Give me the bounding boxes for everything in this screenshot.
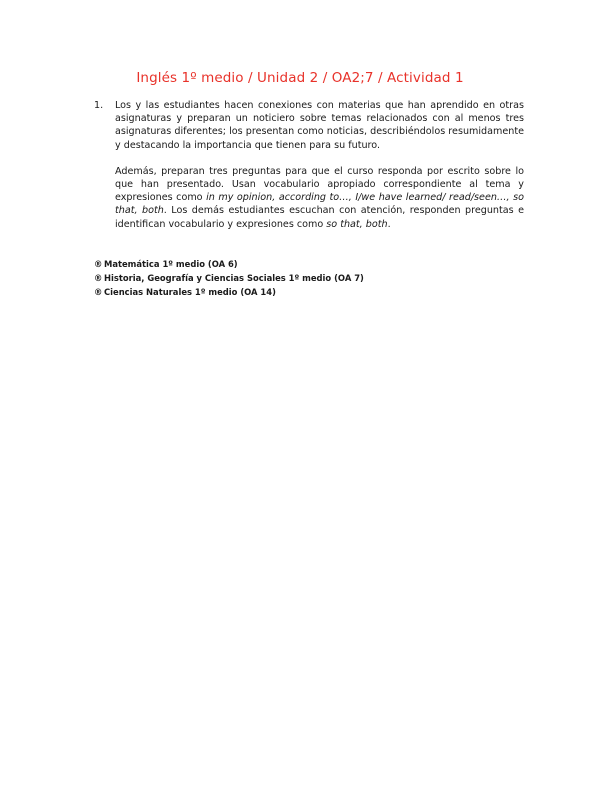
expressions-italic: in my opinion, according to…, I/we have learned/ read/seen…, so that, both <box>115 192 524 217</box>
oa-connection-label: Ciencias Naturales 1º medio (OA 14) <box>104 287 276 297</box>
oa-connection-item <box>94 285 364 299</box>
item-number: 1. <box>94 100 104 111</box>
registered-bullet-icon: ® <box>94 259 103 269</box>
oa-connections-list <box>94 257 364 299</box>
activity-item <box>94 99 524 231</box>
activity-description: Los y las estudiantes hacen conexiones con materias que han aprendido en otras asignaturas y preparan un noticiero sobre temas relacionados con al menos tres asignaturas diferentes; los presentan como noticias, describiéndolos resumidamente y destacando la importancia que tienen para su futuro. <box>115 100 524 151</box>
oa-connection-label: Matemática 1º medio (OA 6) <box>104 259 238 269</box>
oa-connection-label: Historia, Geografía y Ciencias Sociales 1º medio (OA 7) <box>104 273 364 283</box>
oa-connection-item <box>94 271 364 285</box>
page-title: Inglés 1º medio / Unidad 2 / OA2;7 / Actividad 1 <box>136 70 464 86</box>
activity-questions-paragraph <box>115 165 524 231</box>
paragraph-text: . <box>387 218 391 230</box>
oa-connection-item <box>94 257 364 271</box>
activity-list <box>94 99 524 231</box>
paragraph-text: Además, preparan tres preguntas para que el curso responda por escrito sobre lo que han presentado. Usan vocabulario apropiado correspondiente al tema y expresiones como <box>115 165 524 204</box>
registered-bullet-icon: ® <box>94 287 103 297</box>
registered-bullet-icon: ® <box>94 273 103 283</box>
expressions-italic: so that, both <box>326 218 388 230</box>
paragraph-text: . Los demás estudiantes escuchan con atención, responden preguntas e identifican vocabulario y expresiones como <box>115 205 524 230</box>
